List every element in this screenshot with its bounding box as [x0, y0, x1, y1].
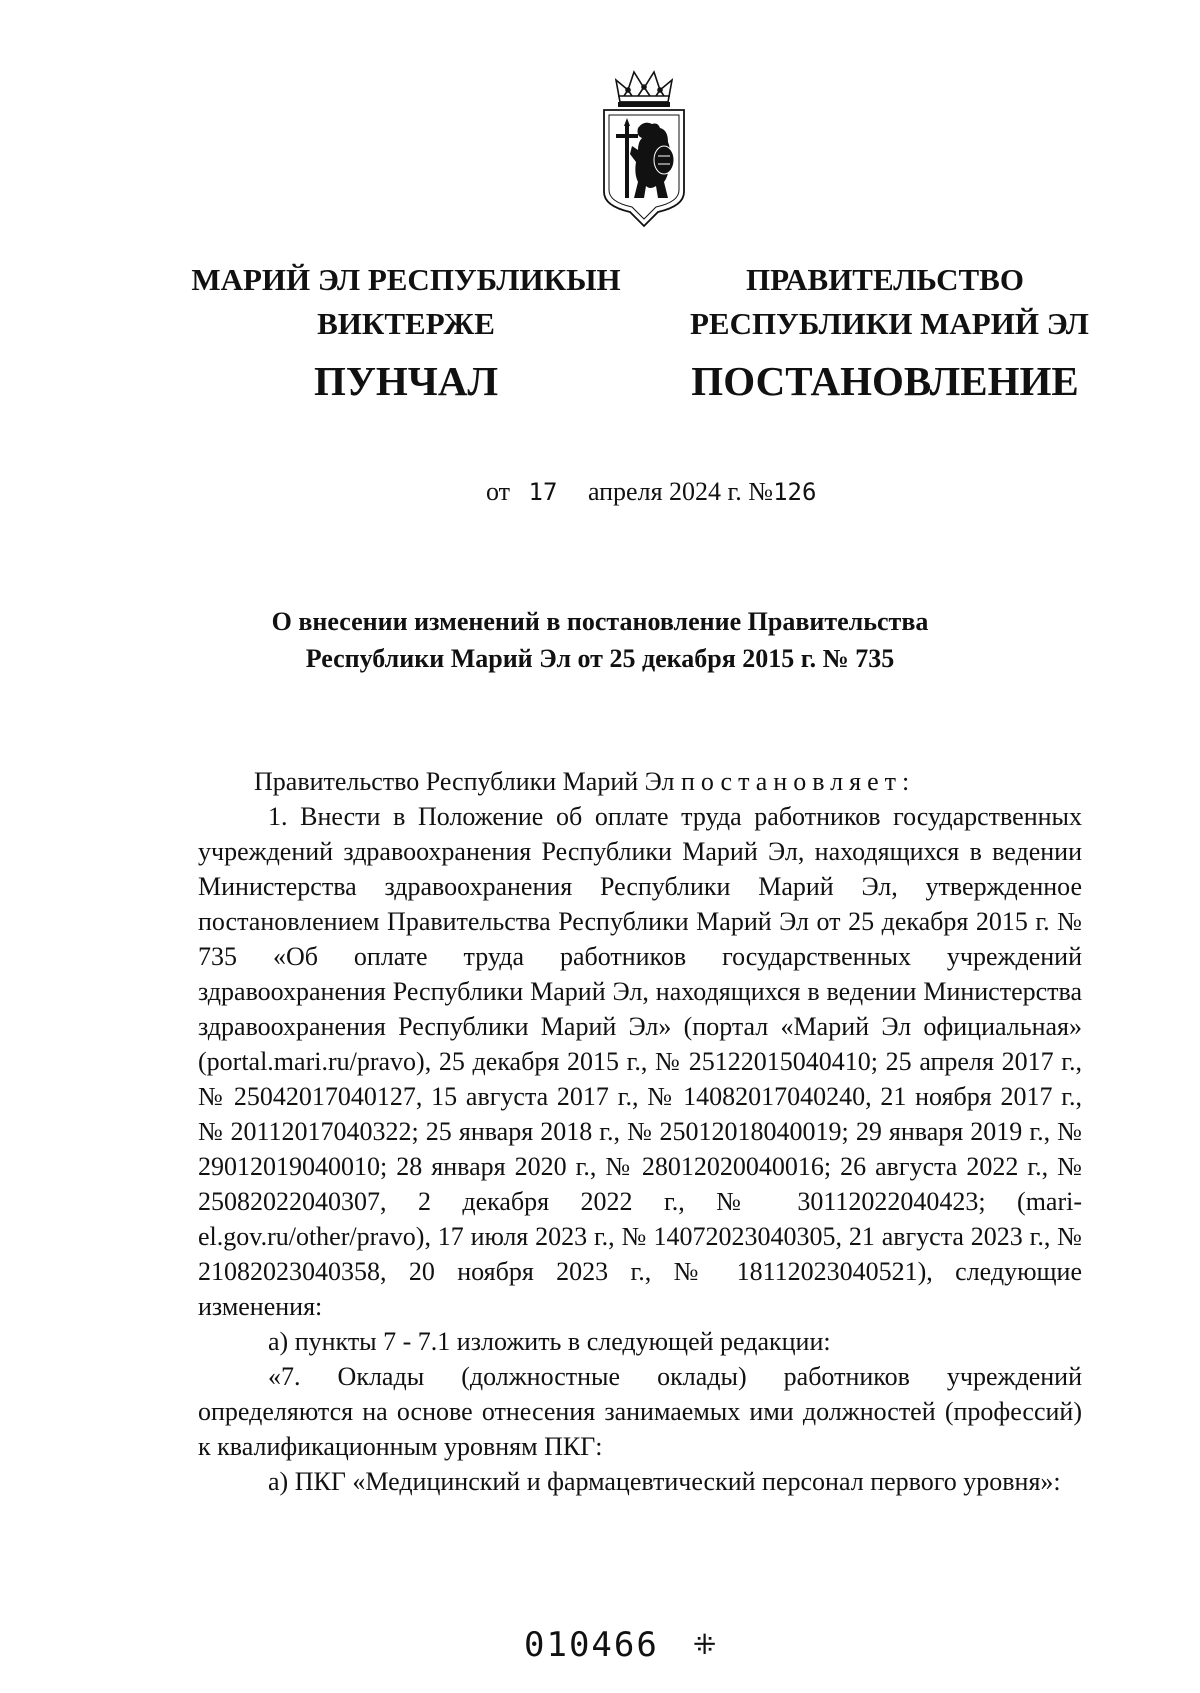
document-number: 126 [773, 478, 817, 506]
serial-number: 010466 [524, 1625, 659, 1665]
header-mari-line2: ВИКТЕРЖЕ [317, 306, 495, 341]
document-title [180, 603, 1020, 677]
preamble-text: Правительство Республики Марий Эл [254, 767, 681, 796]
document-body [198, 764, 1082, 1499]
paragraph-item-1: 1. Внести в Положение об оплате труда работников государственных учреждений здравоохранения Республики Марий Эл, находящихся в ведении Министерства здравоохранения Республики Марий Эл, утвержденное постановлением Правительства Республики Марий Эл от 25 декабря 2015 г. № 735 «Об оплате труда работников государственных учреждений здравоохранения Республики Марий Эл, находящихся в ведении Министерства здравоохранения Республики Марий Эл» (портал «Марий Эл официальная» (portal.mari.ru/pravo), 25 декабря 2015 г., № 25122015040410; 25 апреля 2017 г., № 25042017040127, 15 августа 2017 г., № 14082017040240, 21 ноября 2017 г., № 20112017040322; 25 января 2018 г., № 25012018040019; 29 января 2019 г., № 29012019040010; 28 января 2020 г., № 28012020040016; 26 августа 2022 г., № 25082022040307, 2 декабря 2022 г., № 30112022040423; (mari-el.gov.ru/other/pravo), 17 июля 2023 г., № 14072023040305, 21 августа 2023 г., № 21082023040358, 20 ноября 2023 г., № 18112023040521), следующие изменения: [198, 802, 1082, 1321]
header-mari-line1: МАРИЙ ЭЛ РЕСПУБЛИКЫН [191, 262, 621, 297]
paragraph-pkg-first-level: а) ПКГ «Медицинский и фармацевтический персонал первого уровня»: [268, 1467, 1061, 1496]
document-serial-footer [524, 1625, 718, 1665]
document-title-line2: Республики Марий Эл от 25 декабря 2015 г. № 735 [305, 644, 895, 673]
date-prefix: от [486, 477, 511, 506]
coat-of-arms-emblem [598, 66, 690, 232]
date-month-year: апреля 2024 г. № [587, 477, 774, 506]
date-day: 17 [528, 478, 558, 506]
paragraph-item-7: «7. Оклады (должностные оклады) работников учреждений определяются на основе отнесения занимаемых ими должностей (профессий) к квалификационным уровням ПКГ: [198, 1362, 1082, 1461]
header-russian-title: ПОСТАНОВЛЕНИЕ [691, 358, 1079, 404]
document-date-line [486, 477, 816, 507]
header-russian-block [690, 258, 1089, 406]
header-mari-block [186, 258, 626, 406]
document-title-line1: О внесении изменений в постановление Правительства [271, 607, 929, 636]
footer-mark-icon: ⁜ [692, 1628, 719, 1661]
paragraph-subitem-a: а) пункты 7 - 7.1 изложить в следующей редакции: [268, 1327, 831, 1356]
header-mari-title: ПУНЧАЛ [313, 358, 499, 404]
header-russian-line1: ПРАВИТЕЛЬСТВО [746, 262, 1024, 297]
paragraph-preamble [198, 764, 1082, 799]
header-russian-line2: РЕСПУБЛИКИ МАРИЙ ЭЛ [690, 306, 1089, 341]
preamble-verb: постановляет: [680, 767, 916, 796]
